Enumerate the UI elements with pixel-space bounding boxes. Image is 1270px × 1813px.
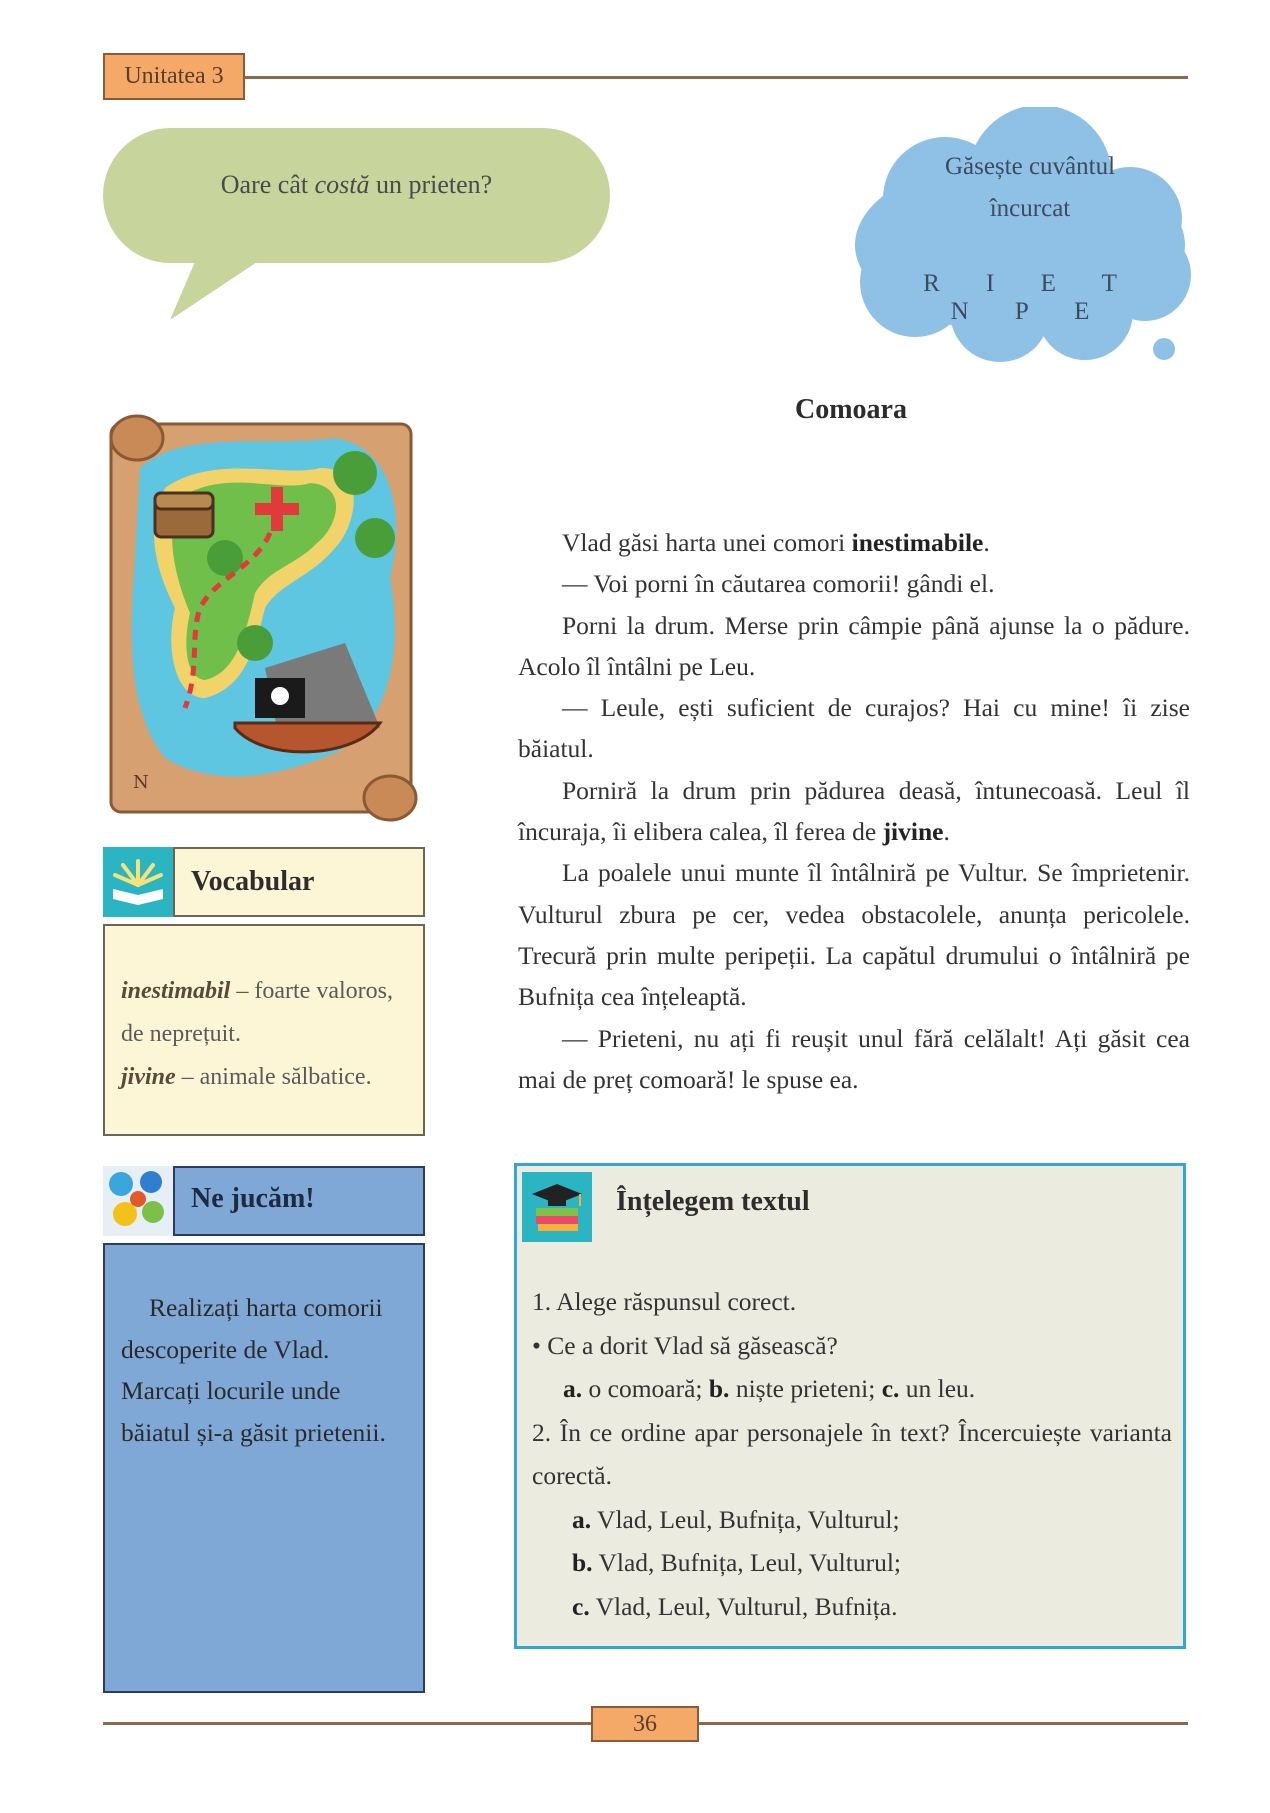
footer-rule-right — [699, 1722, 1188, 1725]
scrambled-letters: R I E T N P E — [923, 270, 1137, 325]
vocab-definition: – animale sălbatice. — [175, 1064, 372, 1090]
svg-text:N: N — [133, 772, 149, 793]
cloud-line-2: încurcat — [989, 195, 1071, 222]
question-2-option-a — [532, 1498, 1172, 1542]
story-paragraph: Porni la drum. Merse prin câmpie până ajunse la o pădure. Acolo îl întâlni pe Leu. — [518, 610, 1190, 681]
option-text: niște prieteni; — [729, 1374, 882, 1403]
option-label: c. — [881, 1374, 900, 1403]
speech-text-start: Oare cât — [220, 170, 315, 199]
story-paragraph: — Voi porni în căutarea comorii! gândi el. — [562, 569, 995, 599]
question-1: 1. Alege răspunsul corect. — [532, 1287, 797, 1316]
question-1-options — [532, 1367, 1172, 1411]
comprehension-questions — [532, 1280, 1172, 1628]
story-paragraph: — Leule, ești suficient de curajos? Hai cu mine! îi zise băiatul. — [518, 693, 1190, 764]
option-label: a. — [563, 1374, 583, 1403]
option-text: Vlad, Bufnița, Leul, Vulturul; — [592, 1548, 902, 1577]
story-text — [518, 522, 1190, 1100]
option-label: b. — [572, 1548, 593, 1577]
story-paragraph: — Prieteni, nu ați fi reușit unul fără celălalt! Ați găsit cea mai de preț comoară! le spuse ea. — [518, 1023, 1190, 1094]
story-p5-bold: jivine — [882, 817, 944, 847]
vocabular-definitions — [103, 924, 425, 1136]
vocab-term: inestimabil — [121, 978, 231, 1004]
story-p5-end: . — [943, 817, 950, 847]
ne-jucam-task — [103, 1243, 425, 1693]
speech-text-end: un prieten? — [369, 170, 493, 199]
option-text: un leu. — [899, 1374, 976, 1403]
question-2-option-c — [532, 1585, 1172, 1629]
story-paragraph — [518, 770, 1190, 853]
story-p1-end: . — [983, 528, 990, 557]
story-paragraph — [518, 522, 1190, 563]
speech-bubble — [103, 128, 610, 263]
story-p1-start: Vlad găsi harta unei comori — [562, 528, 852, 557]
story-title: Comoara — [795, 394, 907, 425]
option-label: c. — [572, 1591, 590, 1621]
story-p1-bold: inestimabile — [851, 528, 984, 557]
option-label: a. — [572, 1504, 592, 1534]
story-paragraph: La poalele unui munte îl întâlniră pe Vultur. Se împrietenir. Vulturul zbura pe cer, vedea obstacolele, anunța pericolele. Trecură prin multe peripeții. La capătul drumului o întâlniră pe Bufnița cea înțeleaptă. — [518, 858, 1190, 1012]
question-2: 2. În ce ordine apar personajele în text? Încercuiește varianta corectă. — [532, 1417, 1172, 1490]
story-p5-start: Porniră la drum prin pădurea deasă, întunecoasă. Leul îl încuraja, îi elibera calea, îl ferea de — [518, 775, 1190, 847]
header-rule — [245, 76, 1188, 79]
treasure-map-illustration — [105, 408, 425, 823]
hands-icon — [103, 1166, 173, 1236]
ne-jucam-text: Realizați harta comorii descoperite de Vlad. Marcați locurile unde băiatul și-a găsit prietenii. — [121, 1293, 386, 1447]
option-text: Vlad, Leul, Bufnița, Vulturul; — [591, 1504, 900, 1534]
vocab-term: jivine — [121, 1064, 176, 1090]
footer-rule-left — [103, 1722, 591, 1725]
books-graduation-icon — [522, 1172, 592, 1242]
question-1-bullet: • Ce a dorit Vlad să găsească? — [532, 1330, 838, 1360]
option-label: b. — [708, 1374, 730, 1403]
cloud-instruction — [900, 146, 1160, 230]
ne-jucam-heading: Ne jucăm! — [173, 1166, 425, 1236]
cloud-line-1: Găsește cuvântul — [944, 153, 1116, 180]
page-number: 36 — [591, 1706, 699, 1742]
vocab-definition: – foarte valoros, de neprețuit. — [121, 978, 393, 1047]
option-text: Vlad, Leul, Vulturul, Bufnița. — [589, 1591, 898, 1621]
open-book-icon — [103, 847, 173, 917]
option-text: o comoară; — [582, 1374, 709, 1403]
comprehension-title: Înțelegem textul — [616, 1186, 810, 1217]
unit-tab: Unitatea 3 — [103, 53, 245, 100]
vocabular-heading: Vocabular — [173, 847, 425, 917]
speech-text-italic: costă — [314, 170, 370, 199]
question-2-option-b — [532, 1541, 1172, 1585]
